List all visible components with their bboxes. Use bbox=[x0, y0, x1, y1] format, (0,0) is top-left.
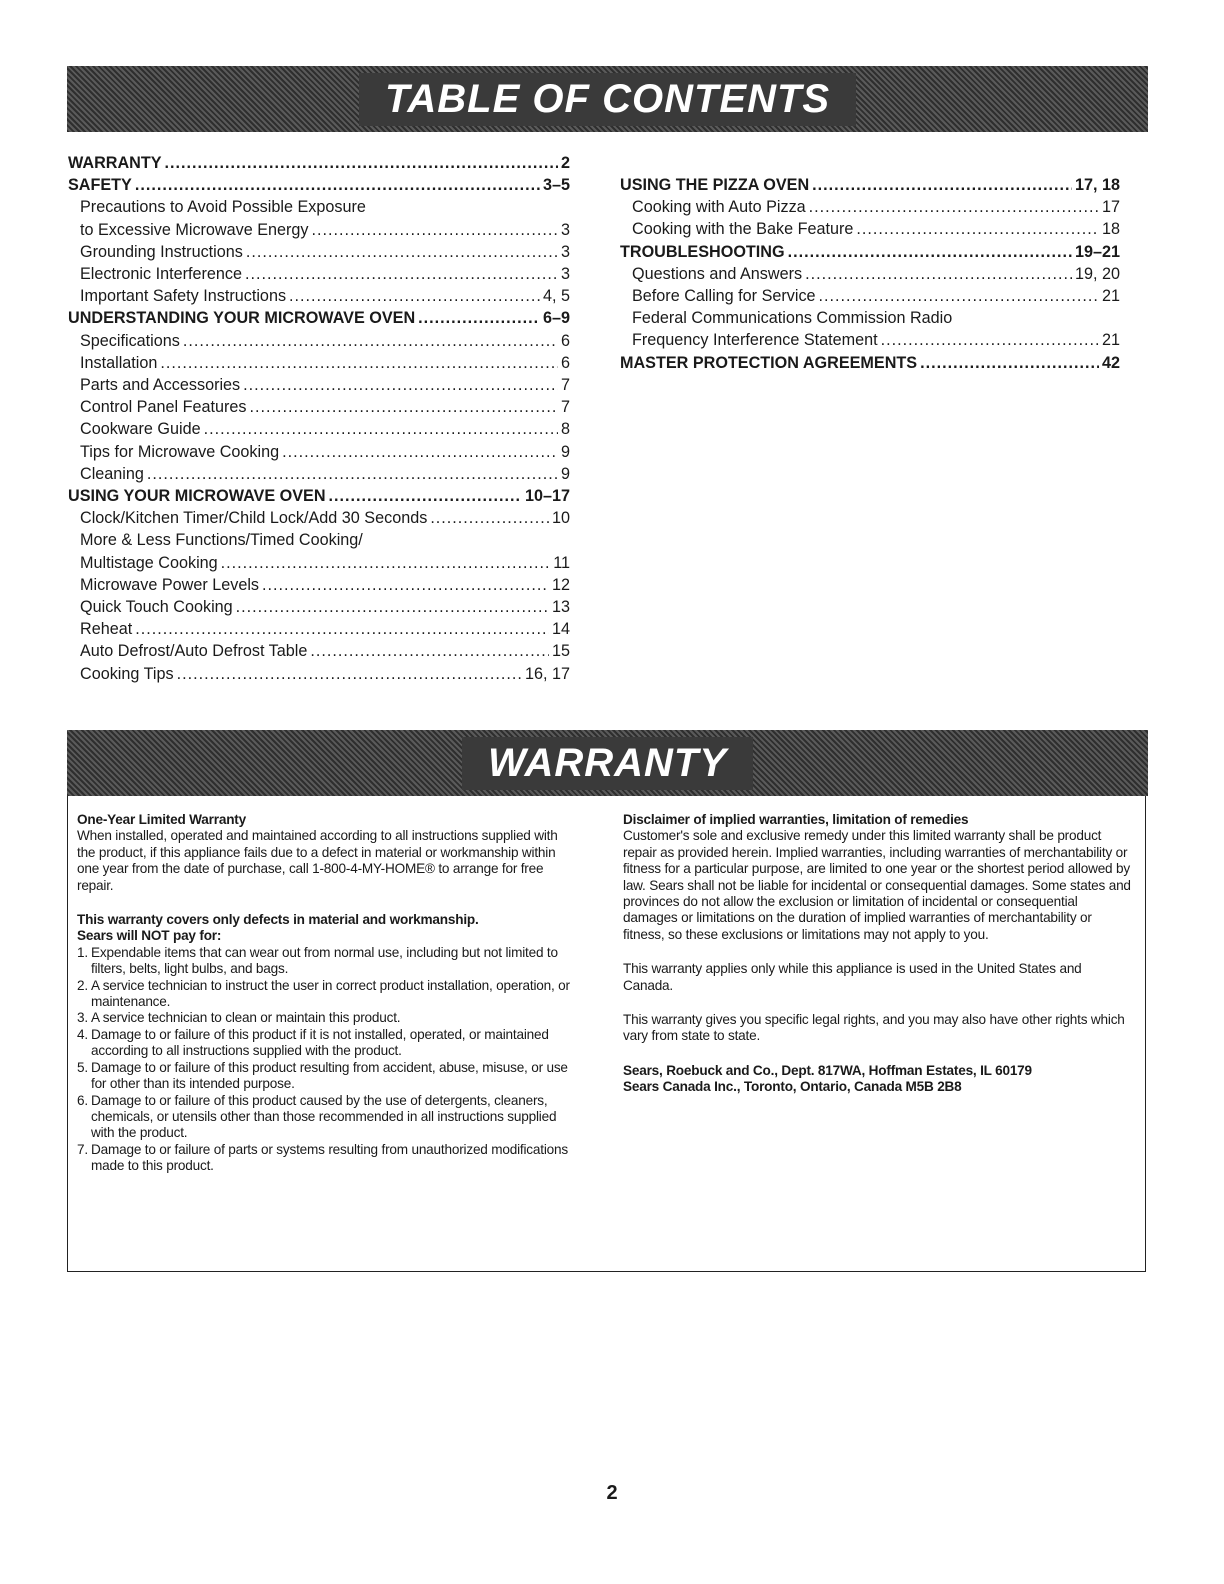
toc-page-number: 21 bbox=[1101, 331, 1120, 350]
exclusion-number: 5. bbox=[77, 1059, 88, 1075]
toc-entry-label: Tips for Microwave Cooking bbox=[80, 442, 280, 461]
exclusion-number: 3. bbox=[77, 1010, 88, 1026]
toc-dot-leader bbox=[165, 152, 558, 174]
toc-dot-leader bbox=[329, 485, 522, 507]
toc-dot-leader bbox=[135, 174, 540, 196]
toc-entry bbox=[68, 418, 570, 440]
toc-dot-leader bbox=[204, 418, 558, 440]
toc-entry bbox=[68, 330, 570, 352]
toc-page-number: 17 bbox=[1101, 198, 1120, 217]
toc-entry-label: Important Safety Instructions bbox=[80, 287, 287, 306]
toc-page-number: 6 bbox=[560, 331, 570, 350]
exclusion-number: 7. bbox=[77, 1141, 88, 1157]
toc-page-number: 3 bbox=[560, 265, 570, 284]
toc-section-entry bbox=[620, 352, 1120, 374]
toc-entry-label: Cookware Guide bbox=[80, 420, 201, 439]
toc-page-number: 16, 17 bbox=[524, 664, 570, 683]
toc-page-number: 9 bbox=[560, 442, 570, 461]
exclusion-text: A service technician to clean or maintain this product. bbox=[91, 1010, 401, 1026]
toc-dot-leader bbox=[147, 463, 558, 485]
toc-entry bbox=[68, 219, 570, 241]
limited-warranty-text: When installed, operated and maintained according to all instructions supplied with the product, if this appliance fails due to a defect in material or workmanship within one year from the date of purchase, call 1-800-4-MY-HOME® to arrange for free repair. bbox=[77, 828, 558, 893]
toc-dot-leader bbox=[856, 218, 1099, 240]
toc-dot-leader bbox=[236, 596, 549, 618]
toc-dot-leader bbox=[135, 618, 549, 640]
toc-section-entry bbox=[68, 152, 570, 174]
toc-entry-label: TROUBLESHOOTING bbox=[620, 242, 785, 261]
toc-page-number: 6–9 bbox=[542, 309, 570, 328]
rights-text: This warranty gives you specific legal rights, and you may also have other rights which vary from state to state. bbox=[623, 1012, 1125, 1044]
toc-page-number: 4, 5 bbox=[542, 287, 570, 306]
toc-entry bbox=[68, 640, 570, 662]
toc-page-number: 21 bbox=[1101, 287, 1120, 306]
toc-entry bbox=[68, 441, 570, 463]
toc-entry-label: Electronic Interference bbox=[80, 265, 242, 284]
toc-dot-leader bbox=[221, 552, 551, 574]
toc-page-number: 8 bbox=[560, 420, 570, 439]
toc-entry bbox=[68, 241, 570, 263]
toc-page-number: 3 bbox=[560, 242, 570, 261]
toc-dot-leader bbox=[809, 196, 1099, 218]
toc-entry bbox=[68, 574, 570, 596]
toc-entry-label: Specifications bbox=[80, 331, 180, 350]
toc-page-number: 13 bbox=[551, 598, 570, 617]
address-canada: Sears Canada Inc., Toronto, Ontario, Canada M5B 2B8 bbox=[623, 1079, 962, 1095]
toc-page-number: 7 bbox=[560, 376, 570, 395]
toc-page-number: 3 bbox=[560, 220, 570, 239]
exclusion-text: Expendable items that can wear out from normal use, including but not limited to filters, belts, light bulbs, and bags. bbox=[91, 944, 558, 977]
toc-entry-label: More & Less Functions/Timed Cooking/ bbox=[80, 531, 363, 550]
warranty-right-column bbox=[623, 812, 1133, 1096]
toc-page-number: 7 bbox=[560, 398, 570, 417]
toc-entry bbox=[68, 507, 570, 529]
toc-page-number: 6 bbox=[560, 353, 570, 372]
toc-entry-label: Parts and Accessories bbox=[80, 376, 241, 395]
toc-dot-leader bbox=[310, 640, 549, 662]
toc-entry bbox=[68, 285, 570, 307]
toc-entry bbox=[68, 263, 570, 285]
toc-entry bbox=[68, 596, 570, 618]
toc-dot-leader bbox=[430, 507, 549, 529]
toc-section-entry bbox=[68, 307, 570, 329]
toc-entry-label: WARRANTY bbox=[68, 154, 162, 172]
toc-entry-label: Clock/Kitchen Timer/Child Lock/Add 30 Seconds bbox=[80, 509, 428, 528]
toc-dot-leader bbox=[289, 285, 540, 307]
toc-page-number: 19–21 bbox=[1074, 242, 1120, 261]
toc-title: TABLE OF CONTENTS bbox=[359, 73, 856, 126]
toc-entry-label: Questions and Answers bbox=[632, 264, 803, 283]
toc-page-number: 14 bbox=[551, 620, 570, 639]
page-number: 2 bbox=[606, 1482, 618, 1504]
toc-entry-label: to Excessive Microwave Energy bbox=[80, 220, 309, 239]
exclusion-text: Damage to or failure of parts or systems resulting from unauthorized modifications made to this product. bbox=[91, 1141, 568, 1174]
toc-section-entry bbox=[68, 485, 570, 507]
toc-entry bbox=[68, 463, 570, 485]
toc-entry-label: Quick Touch Cooking bbox=[80, 598, 233, 617]
toc-entry bbox=[68, 552, 570, 574]
warranty-banner bbox=[67, 730, 1148, 796]
toc-page-number: 15 bbox=[551, 642, 570, 661]
exclusion-number: 6. bbox=[77, 1092, 88, 1108]
toc-entry-label: Installation bbox=[80, 353, 158, 372]
exclusions-list bbox=[77, 945, 577, 1175]
toc-entry-label: Cleaning bbox=[80, 464, 144, 483]
toc-entry bbox=[620, 263, 1120, 285]
toc-banner bbox=[67, 66, 1148, 132]
toc-dot-leader bbox=[282, 441, 558, 463]
toc-dot-leader bbox=[812, 174, 1072, 196]
exclusion-item bbox=[77, 978, 577, 1011]
not-pay-heading: Sears will NOT pay for: bbox=[77, 928, 222, 944]
toc-entry bbox=[620, 285, 1120, 307]
toc-entry bbox=[68, 618, 570, 640]
toc-entry-label: Grounding Instructions bbox=[80, 242, 243, 261]
toc-left-column bbox=[68, 152, 570, 685]
toc-entry bbox=[620, 329, 1120, 351]
toc-dot-leader bbox=[788, 241, 1072, 263]
exclusion-number: 4. bbox=[77, 1026, 88, 1042]
toc-dot-leader bbox=[262, 574, 549, 596]
toc-section-entry bbox=[620, 241, 1120, 263]
toc-entry bbox=[620, 218, 1120, 240]
toc-entry-label: Precautions to Avoid Possible Exposure bbox=[80, 198, 366, 217]
toc-entry bbox=[68, 663, 570, 685]
toc-entry-label: Reheat bbox=[80, 620, 133, 639]
toc-page-number: 10 bbox=[551, 509, 570, 528]
exclusion-text: Damage to or failure of this product if it is not installed, operated, or maintained according to all instructions supplied with the product. bbox=[91, 1026, 549, 1059]
toc-entry-label: USING YOUR MICROWAVE OVEN bbox=[68, 487, 326, 506]
toc-page-number: 19, 20 bbox=[1074, 264, 1120, 283]
toc-dot-leader bbox=[249, 396, 558, 418]
toc-entry-label: Microwave Power Levels bbox=[80, 575, 260, 594]
toc-entry-label: Multistage Cooking bbox=[80, 553, 218, 572]
exclusion-item bbox=[77, 1010, 577, 1026]
toc-entry bbox=[68, 396, 570, 418]
exclusion-text: Damage to or failure of this product resulting from accident, abuse, misuse, or use for other than its intended purpose. bbox=[91, 1059, 568, 1092]
toc-entry-label: Before Calling for Service bbox=[632, 287, 816, 306]
toc-entry-label: Cooking with Auto Pizza bbox=[632, 198, 806, 217]
exclusion-item bbox=[77, 945, 577, 978]
toc-dot-leader bbox=[246, 241, 558, 263]
toc-right-column bbox=[620, 174, 1120, 374]
toc-page-number: 9 bbox=[560, 464, 570, 483]
exclusion-item bbox=[77, 1060, 577, 1093]
toc-entry-label: Cooking Tips bbox=[80, 664, 174, 683]
toc-entry-label: USING THE PIZZA OVEN bbox=[620, 176, 810, 194]
toc-entry-label: MASTER PROTECTION AGREEMENTS bbox=[620, 353, 918, 372]
toc-page-number: 12 bbox=[551, 575, 570, 594]
toc-dot-leader bbox=[245, 263, 558, 285]
limited-warranty-heading: One-Year Limited Warranty bbox=[77, 812, 246, 827]
toc-entry bbox=[68, 374, 570, 396]
toc-dot-leader bbox=[183, 330, 558, 352]
exclusion-text: A service technician to instruct the user in correct product installation, operation, or maintenance. bbox=[91, 977, 570, 1010]
toc-dot-leader bbox=[312, 219, 558, 241]
exclusion-text: Damage to or failure of this product caused by the use of detergents, cleaners, chemicals, or utensils other than those recommended in all instructions supplied with the product. bbox=[91, 1092, 557, 1141]
exclusion-item bbox=[77, 1027, 577, 1060]
exclusion-number: 1. bbox=[77, 944, 88, 960]
exclusion-number: 2. bbox=[77, 977, 88, 993]
toc-dot-leader bbox=[160, 352, 558, 374]
toc-dot-leader bbox=[920, 352, 1099, 374]
exclusion-item bbox=[77, 1093, 577, 1142]
toc-page-number: 10–17 bbox=[524, 487, 570, 506]
toc-entry-label: Federal Communications Commission Radio bbox=[632, 309, 953, 328]
toc-page-number: 11 bbox=[553, 553, 570, 572]
toc-section-entry bbox=[620, 174, 1120, 196]
address-us: Sears, Roebuck and Co., Dept. 817WA, Hoffman Estates, IL 60179 bbox=[623, 1062, 1032, 1078]
warranty-left-column bbox=[77, 812, 577, 1175]
toc-entry-label: SAFETY bbox=[68, 176, 132, 195]
toc-page-number: 17, 18 bbox=[1074, 176, 1120, 194]
toc-dot-leader bbox=[243, 374, 558, 396]
toc-dot-leader bbox=[177, 663, 522, 685]
covers-heading: This warranty covers only defects in material and workmanship. bbox=[77, 912, 479, 928]
warranty-title: WARRANTY bbox=[462, 737, 753, 790]
toc-page-number: 18 bbox=[1101, 220, 1120, 239]
toc-page-number: 2 bbox=[560, 154, 570, 172]
toc-entry-label: UNDERSTANDING YOUR MICROWAVE OVEN bbox=[68, 309, 416, 328]
toc-entry bbox=[620, 196, 1120, 218]
toc-dot-leader bbox=[819, 285, 1099, 307]
toc-entry-label: Cooking with the Bake Feature bbox=[632, 220, 854, 239]
disclaimer-heading: Disclaimer of implied warranties, limitation of remedies bbox=[623, 812, 969, 827]
toc-entry-label: Control Panel Features bbox=[80, 398, 247, 417]
toc-entry-label: Auto Defrost/Auto Defrost Table bbox=[80, 642, 308, 661]
toc-page-number: 42 bbox=[1101, 353, 1120, 372]
exclusion-item bbox=[77, 1142, 577, 1175]
toc-entry bbox=[68, 352, 570, 374]
toc-page-number: 3–5 bbox=[542, 176, 570, 195]
toc-dot-leader bbox=[881, 329, 1099, 351]
toc-entry-label: Frequency Interference Statement bbox=[632, 331, 878, 350]
disclaimer-text: Customer's sole and exclusive remedy under this limited warranty shall be product repair as provided herein. Implied warranties, including warranties of merchantability or fitness for a particular purpose, are limited to one year or the shortest period allowed by law. Sears shall not be liable for incidental or consequential damages. Some states and provinces do not allow the exclusion or limitation of incidental or consequential damages or limitations on the duration of implied warranties of merchantability or fitness, so these exclusions or limitations may not apply to you. bbox=[623, 828, 1131, 942]
toc-dot-leader bbox=[805, 263, 1072, 285]
applies-text: This warranty applies only while this appliance is used in the United States and Canada. bbox=[623, 961, 1082, 993]
toc-section-entry bbox=[68, 174, 570, 196]
toc-dot-leader bbox=[418, 307, 540, 329]
